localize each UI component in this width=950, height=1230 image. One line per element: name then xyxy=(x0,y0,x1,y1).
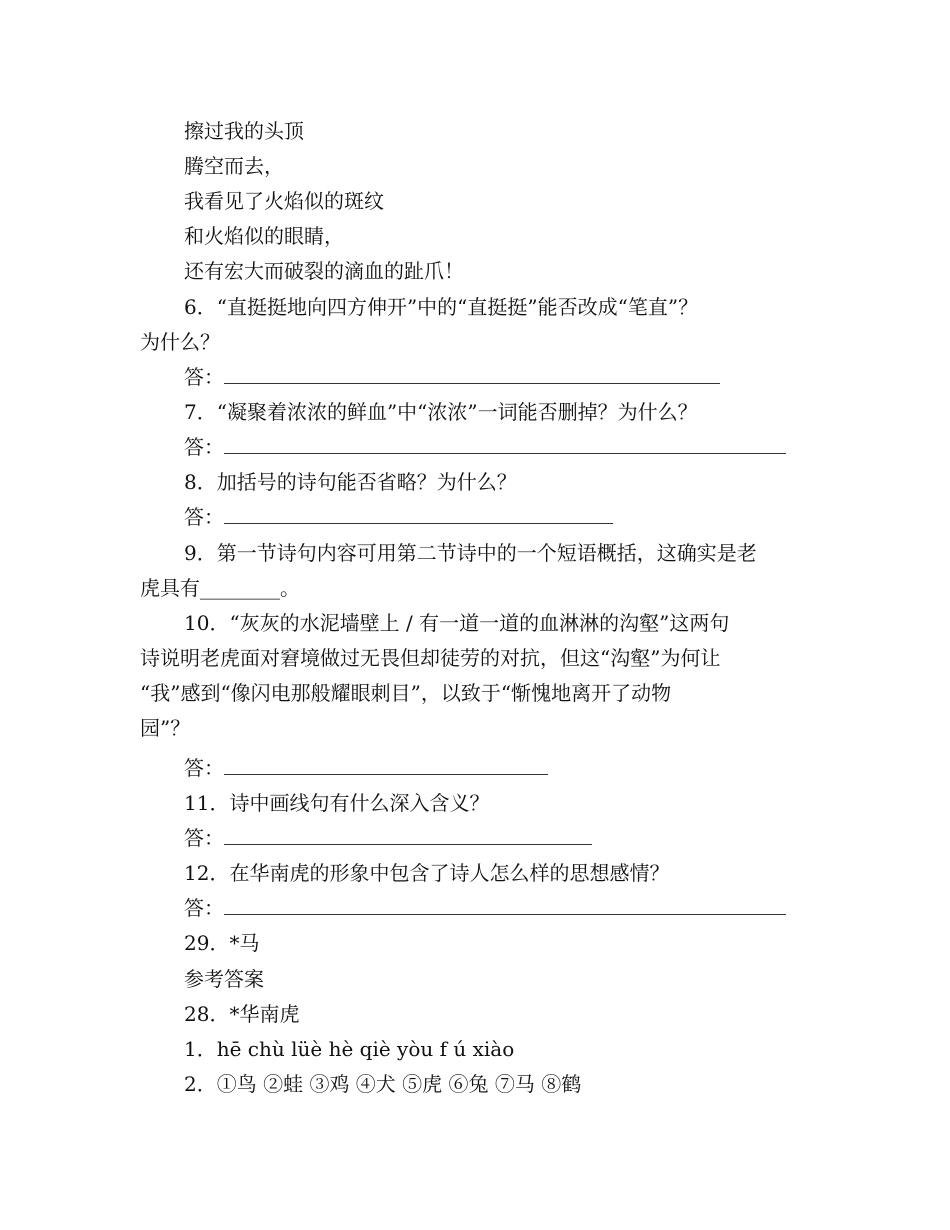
poem-line-4: 和火焰似的眼睛， xyxy=(184,224,344,248)
answer-line-8 xyxy=(184,504,613,530)
question-9: 9．第一节诗句内容可用第二节诗中的一个短语概括，这确实是老 xyxy=(184,541,757,565)
question-8: 8．加括号的诗句能否省略？为什么？ xyxy=(184,470,517,494)
question-10-cont-1: 诗说明老虎面对窘境做过无畏但却徒劳的对抗，但这“沟壑”为何让 xyxy=(140,646,721,670)
answer-label: 答： xyxy=(184,826,224,850)
answer-label: 答： xyxy=(184,505,224,529)
answer-blank-6[interactable] xyxy=(224,365,720,384)
answer-2: 2．①鸟 ②蛙 ③鸡 ④犬 ⑤虎 ⑥兔 ⑦马 ⑧鹤 xyxy=(184,1072,582,1096)
question-10-cont-2: “我”感到“像闪电那般耀眼刺目”，以致于“惭愧地离开了动物 xyxy=(140,681,672,705)
answer-blank-8[interactable] xyxy=(224,505,613,524)
answer-blank-10[interactable] xyxy=(224,756,548,775)
question-10: 10．“灰灰的水泥墙壁上 / 有一道一道的血淋淋的沟壑”这两句 xyxy=(184,611,730,635)
lesson-29-heading: 29．*马 xyxy=(184,931,260,955)
question-12: 12．在华南虎的形象中包含了诗人怎么样的思想感情？ xyxy=(184,861,670,885)
poem-line-5: 还有宏大而破裂的滴血的趾爪！ xyxy=(184,259,464,283)
question-6: 6．“直挺挺地向四方伸开”中的“直挺挺”能否改成“笔直”？ xyxy=(184,295,699,319)
answer-line-6 xyxy=(184,364,720,390)
answer-blank-7[interactable] xyxy=(224,435,786,454)
answer-label: 答： xyxy=(184,896,224,920)
question-10-cont-3: 园”？ xyxy=(140,716,191,740)
reference-answers-heading: 参考答案 xyxy=(184,967,264,991)
question-6-cont: 为什么？ xyxy=(140,330,220,354)
answer-label: 答： xyxy=(184,435,224,459)
question-9-cont: 虎具有________。 xyxy=(140,576,300,600)
answer-line-12 xyxy=(184,895,786,921)
answer-label: 答： xyxy=(184,756,224,780)
poem-line-2: 腾空而去， xyxy=(184,154,284,178)
answer-label: 答： xyxy=(184,365,224,389)
answer-line-11 xyxy=(184,825,592,851)
question-7: 7．“凝聚着浓浓的鲜血”中“浓浓”一词能否删掉？为什么？ xyxy=(184,400,698,424)
poem-line-1: 擦过我的头顶 xyxy=(184,119,304,143)
answer-1: 1．hē chù lüè hè qiè yòu f ú xiào xyxy=(184,1037,515,1061)
lesson-28-heading: 28．*华南虎 xyxy=(184,1002,300,1026)
answer-blank-11[interactable] xyxy=(224,826,592,845)
poem-line-3: 我看见了火焰似的斑纹 xyxy=(184,189,384,213)
answer-blank-12[interactable] xyxy=(224,896,786,915)
answer-line-7 xyxy=(184,434,786,460)
question-11: 11．诗中画线句有什么深入含义？ xyxy=(184,791,490,815)
answer-line-10 xyxy=(184,755,548,781)
